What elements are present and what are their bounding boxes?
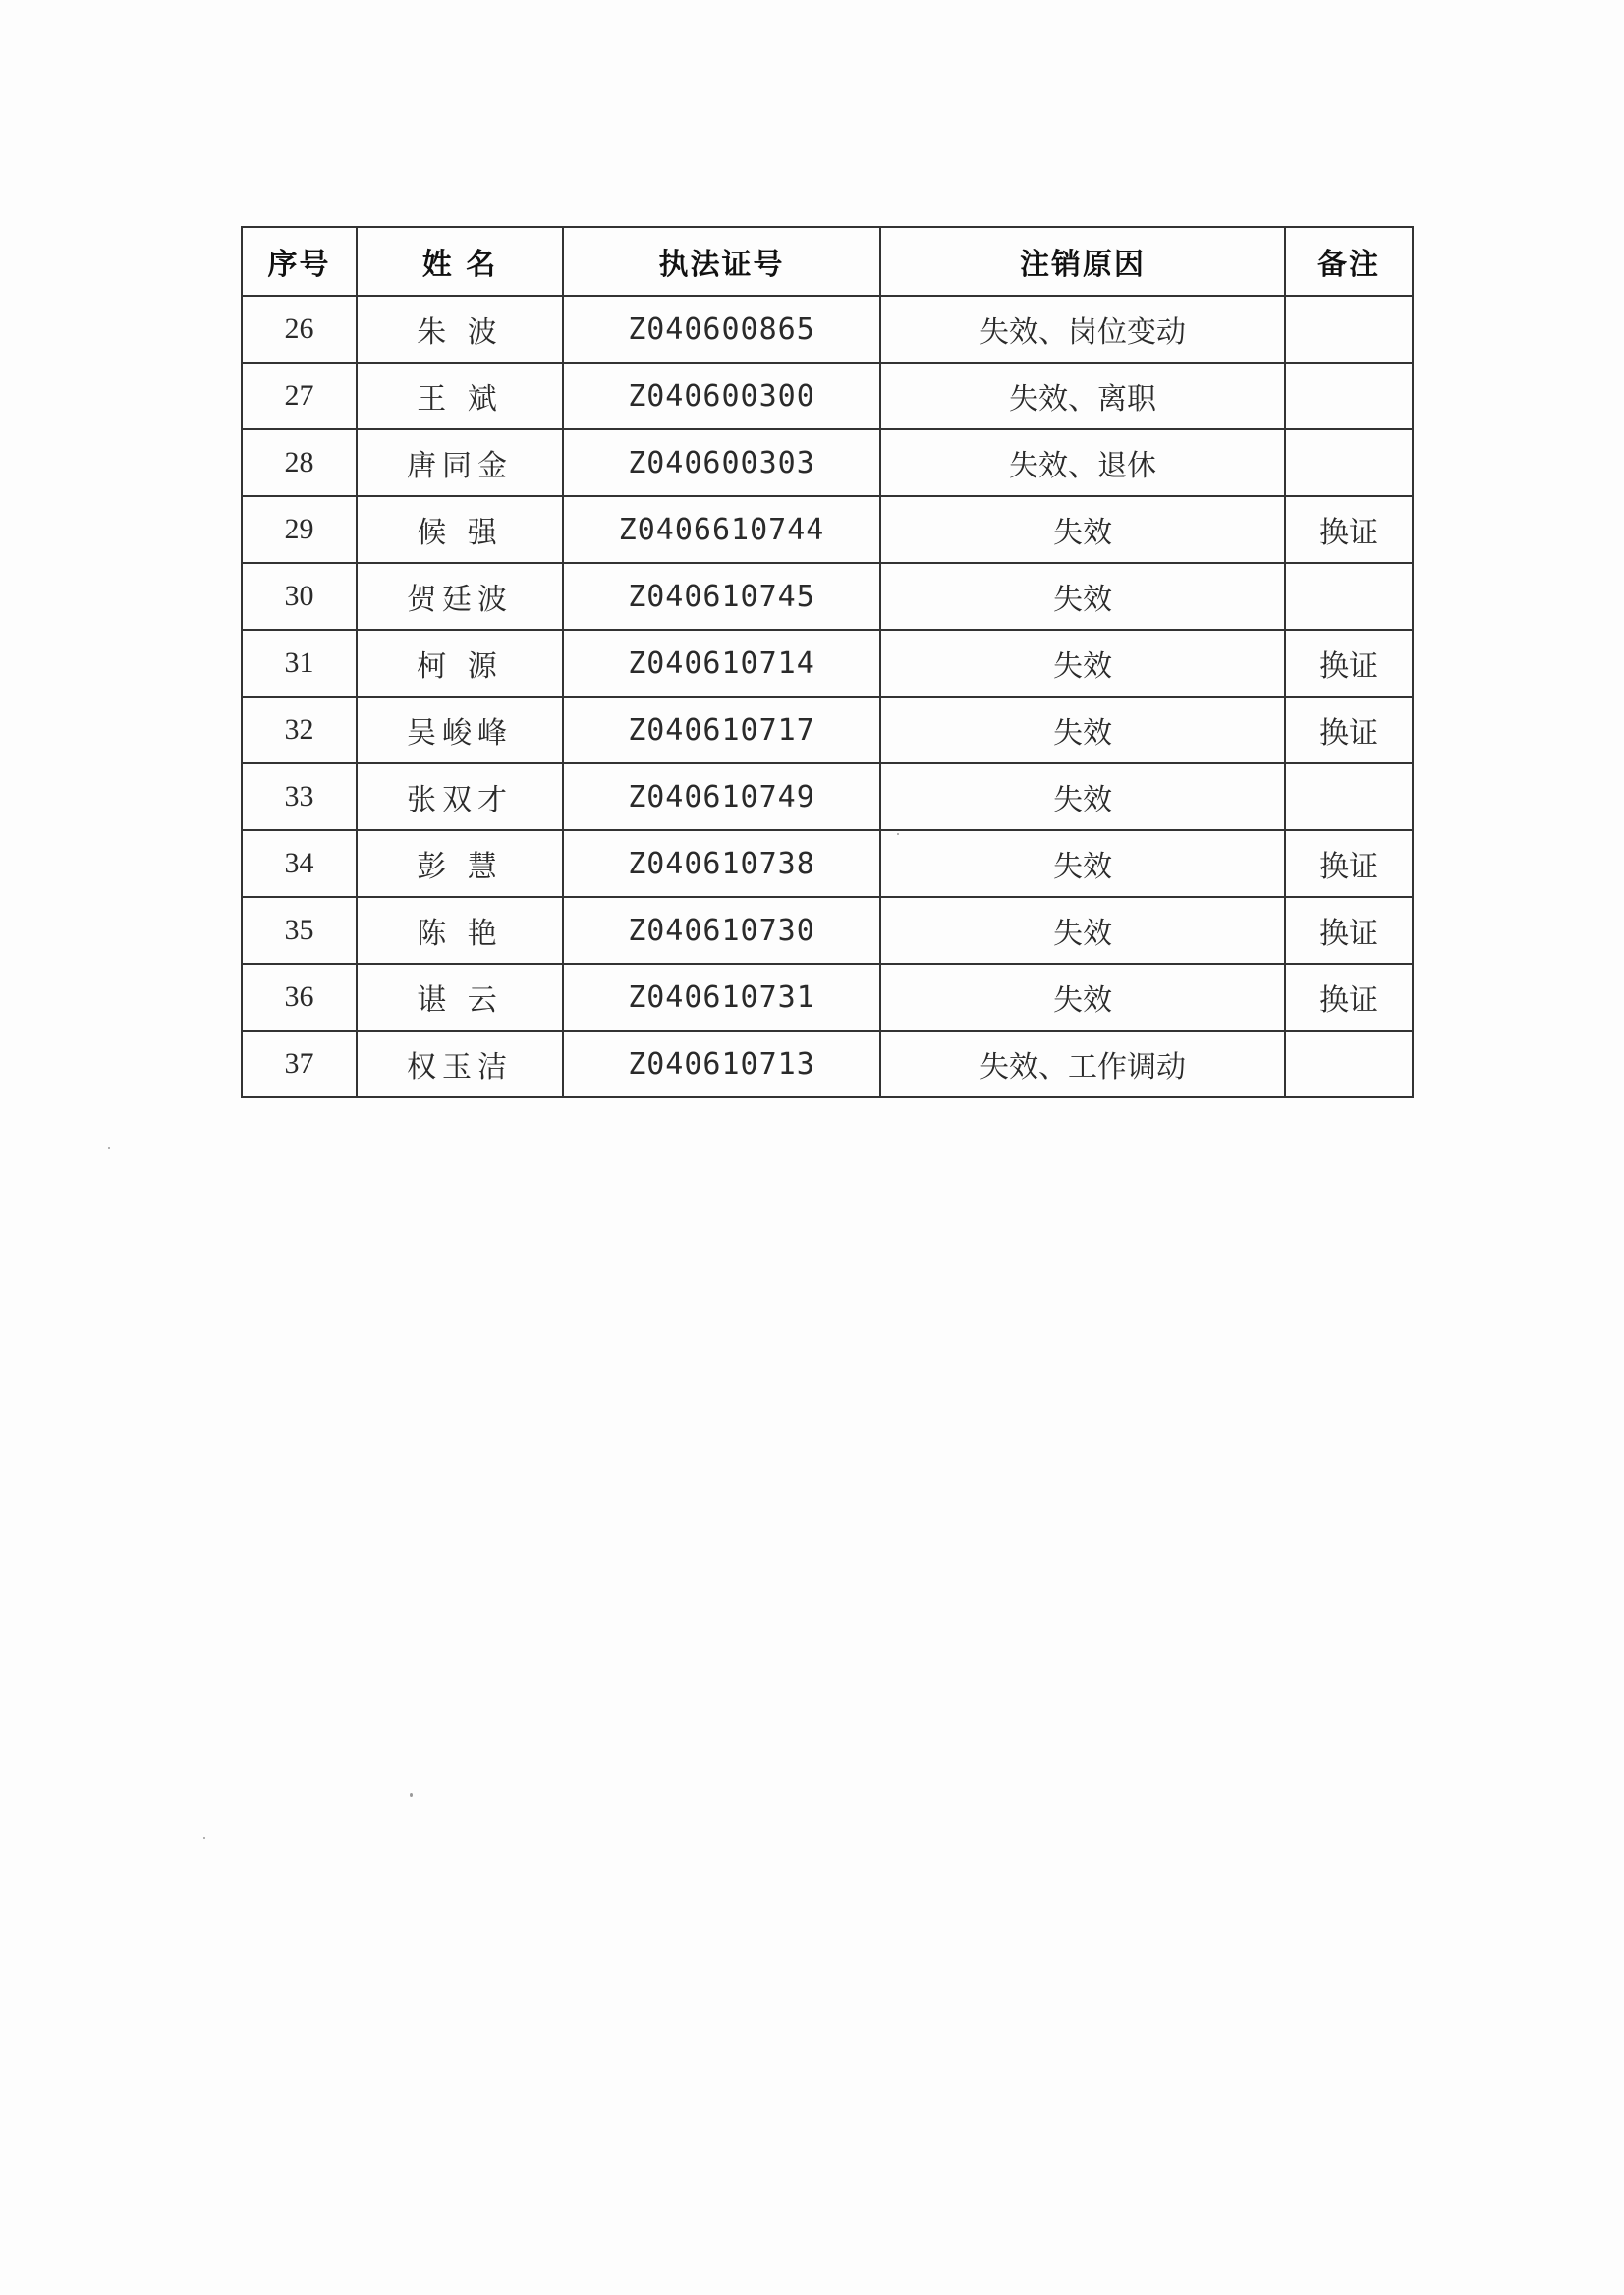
table-row [242,563,1413,630]
cell-certificate-number: Z040600865 [563,296,880,363]
cell-cancellation-reason: 失效、岗位变动 [880,296,1285,363]
cell-name: 陈 艳 [357,897,563,964]
table-row [242,830,1413,897]
cell-serial-number: 29 [242,496,357,563]
header-certificate-number: 执法证号 [563,227,880,296]
table-row [242,363,1413,429]
cell-serial-number: 37 [242,1031,357,1097]
header-name: 姓 名 [357,227,563,296]
scan-speck [897,833,899,835]
table-row [242,697,1413,763]
cell-certificate-number: Z040610714 [563,630,880,697]
cell-name: 朱 波 [357,296,563,363]
cell-cancellation-reason: 失效 [880,830,1285,897]
header-remarks: 备注 [1285,227,1413,296]
cell-remarks [1285,363,1413,429]
cell-certificate-number: Z040610730 [563,897,880,964]
cell-certificate-number: Z040600303 [563,429,880,496]
cell-name: 权玉洁 [357,1031,563,1097]
table-row [242,897,1413,964]
cell-name: 唐同金 [357,429,563,496]
cell-serial-number: 33 [242,763,357,830]
cell-cancellation-reason: 失效 [880,763,1285,830]
cell-certificate-number: Z040610713 [563,1031,880,1097]
cell-cancellation-reason: 失效、退休 [880,429,1285,496]
cell-remarks [1285,296,1413,363]
cell-cancellation-reason: 失效 [880,697,1285,763]
cell-cancellation-reason: 失效 [880,630,1285,697]
cell-certificate-number: Z0406610744 [563,496,880,563]
cell-cancellation-reason: 失效 [880,964,1285,1031]
cell-certificate-number: Z040610749 [563,763,880,830]
scan-speck [203,1837,205,1839]
cell-name: 王 斌 [357,363,563,429]
header-cancellation-reason: 注销原因 [880,227,1285,296]
cell-serial-number: 27 [242,363,357,429]
cell-remarks [1285,1031,1413,1097]
cell-name: 柯 源 [357,630,563,697]
cell-name: 谌 云 [357,964,563,1031]
cell-name: 贺廷波 [357,563,563,630]
cell-name: 候 强 [357,496,563,563]
cell-serial-number: 32 [242,697,357,763]
cell-certificate-number: Z040610731 [563,964,880,1031]
cell-serial-number: 28 [242,429,357,496]
cell-name: 张双才 [357,763,563,830]
cell-certificate-number: Z040610738 [563,830,880,897]
cell-remarks: 换证 [1285,897,1413,964]
cell-certificate-number: Z040610745 [563,563,880,630]
header-serial-number: 序号 [242,227,357,296]
cell-remarks: 换证 [1285,964,1413,1031]
cell-remarks [1285,763,1413,830]
cell-name: 吴峻峰 [357,697,563,763]
cell-serial-number: 34 [242,830,357,897]
cell-remarks [1285,563,1413,630]
cell-certificate-number: Z040610717 [563,697,880,763]
cell-cancellation-reason: 失效、离职 [880,363,1285,429]
table-row [242,763,1413,830]
cell-remarks: 换证 [1285,496,1413,563]
table-row [242,296,1413,363]
cell-remarks: 换证 [1285,830,1413,897]
cell-name: 彭 慧 [357,830,563,897]
cell-serial-number: 31 [242,630,357,697]
cell-serial-number: 26 [242,296,357,363]
scan-speck [410,1793,413,1797]
cancellation-table [241,226,1414,1098]
cell-serial-number: 36 [242,964,357,1031]
table-row [242,630,1413,697]
cell-cancellation-reason: 失效、工作调动 [880,1031,1285,1097]
cell-serial-number: 35 [242,897,357,964]
cell-certificate-number: Z040600300 [563,363,880,429]
table-row [242,1031,1413,1097]
cell-cancellation-reason: 失效 [880,563,1285,630]
cell-remarks [1285,429,1413,496]
table-row [242,429,1413,496]
cell-cancellation-reason: 失效 [880,897,1285,964]
header-row [242,227,1413,296]
cell-remarks: 换证 [1285,630,1413,697]
cell-cancellation-reason: 失效 [880,496,1285,563]
table-row [242,496,1413,563]
cell-remarks: 换证 [1285,697,1413,763]
table-header [242,227,1413,296]
table-row [242,964,1413,1031]
table-body [242,296,1413,1097]
cell-serial-number: 30 [242,563,357,630]
scan-speck [108,1148,110,1149]
